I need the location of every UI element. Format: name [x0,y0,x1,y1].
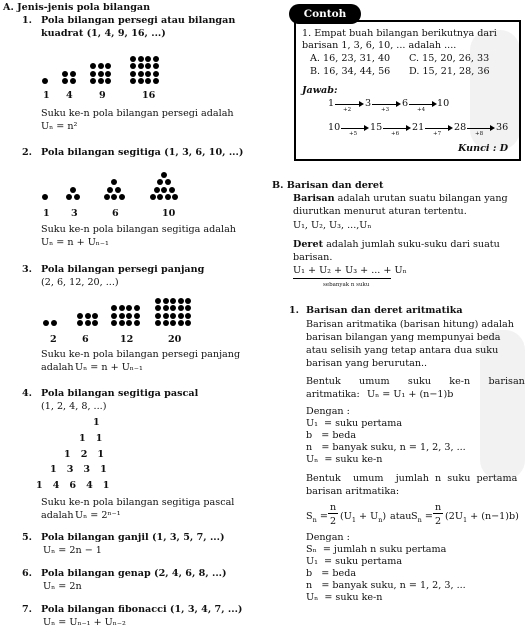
item-number: 5. [22,532,33,543]
deret-sum: U₁ + U₂ + U₃ + ... + Uₙ [293,265,407,276]
pattern-dot [62,78,68,84]
pattern-dot [90,63,96,69]
pattern-dot [111,179,117,185]
example-question-cont: barisan 1, 3, 6, 10, ... adalah .... [302,40,457,51]
pattern-dot [170,298,176,304]
deret-term: Deret [293,239,324,250]
sum-underbrace [293,278,391,279]
pattern-dot [185,320,191,326]
pattern-dot [119,313,125,319]
item-title: Pola bilangan segitiga pascal [41,388,199,399]
deret-text: adalah jumlah suku-suku dari suatu [323,239,500,250]
barisan-term: Barisan [293,193,335,204]
pattern-dot [134,320,140,326]
seq-term: 3 [365,98,372,109]
pattern-dot [145,71,151,77]
step-label: +6 [391,131,400,137]
barisan-definition [293,194,508,204]
pattern-dot [70,71,76,77]
option-c: C. 15, 20, 26, 33 [409,53,490,64]
pattern-dot [130,56,136,62]
item-title-cont: (1, 2, 4, 8, ...) [41,401,107,412]
step-label: +8 [475,131,484,137]
pattern-dot [42,78,48,84]
item-formula: Uₙ = n + Uₙ₋₁ [41,237,109,248]
pattern-dot [43,320,49,326]
example-question: 1. Empat buah bilangan berikutnya dari [302,28,497,39]
pattern-dot [163,313,169,319]
paragraph-line: barisan bilangan yang mempunyai beda [306,332,501,343]
pattern-dot [155,298,161,304]
pattern-label: 3 [71,208,78,219]
pattern-dot [105,78,111,84]
pattern-label: 1 [43,208,50,219]
pattern-dot [138,56,144,62]
pattern-dot [130,78,136,84]
pattern-dot [77,320,83,326]
formula-sn: $S_n$ = n 2 $(U_1 + U_n)$ atau $S_n$ = n 2 $(2U_1 + (n-1)b)$ [306,502,519,527]
pattern-label: 2 [50,334,57,345]
pattern-dot [163,305,169,311]
arrow-head [490,125,495,131]
pattern-dot [145,78,151,84]
pattern-dot [153,78,159,84]
item-title-cont: kuadrat (1, 4, 9, 16, ...) [41,28,166,39]
subsection-number: 1. [289,305,300,316]
pattern-label: 12 [120,334,134,345]
pascal-row: 1 1 [79,433,103,444]
pattern-label: 9 [99,90,106,101]
pattern-dot [119,305,125,311]
item-number: 2. [22,147,33,158]
pattern-dot [107,187,113,193]
seq-term: 21 [412,122,425,133]
item-title: Pola bilangan ganjil (1, 3, 5, 7, ...) [41,532,225,543]
step-label: +5 [349,131,358,137]
item-title-cont: (2, 6, 12, 20, ...) [41,277,119,288]
arrow-head [359,101,364,107]
dengan-line: Dengan : [306,532,350,543]
seq-term: 28 [454,122,467,133]
arrow-head [396,101,401,107]
paragraph-line: aritmatika: [306,389,360,400]
pattern-dot [157,194,163,200]
pattern-dot [105,63,111,69]
pattern-dot [126,320,132,326]
example-tag: Contoh [289,4,361,24]
pattern-dot [98,78,104,84]
pattern-dot [111,320,117,326]
section-b-title: B. Barisan dan deret [272,180,384,191]
pattern-dot [169,187,175,193]
section-a-title: A. Jenis-jenis pola bilangan [3,2,151,13]
item-desc-cont: adalah [41,362,74,373]
pattern-dot [185,298,191,304]
paragraph-line: Barisan aritmatika (barisan hitung) adalah [306,319,514,330]
pattern-dot [66,194,72,200]
item-number: 1. [22,15,33,26]
pattern-dot [138,78,144,84]
pascal-row: 1 2 1 [64,449,105,460]
pattern-dot [111,313,117,319]
answer-label: Jawab: [302,85,338,96]
step-label: +7 [433,131,442,137]
pattern-dot [111,194,117,200]
arrow [383,128,407,129]
subsection-title: Barisan dan deret aritmatika [306,305,463,316]
paragraph-line: Bentuk umum jumlah n suku pertama [306,473,518,484]
pattern-dot [92,313,98,319]
pattern-dot [145,56,151,62]
deret-definition-cont: barisan. [293,252,333,263]
answer-key: Kunci : D [458,143,509,154]
dengan-line: Sₙ = jumlah n suku pertama [306,544,447,555]
seq-term: 10 [328,122,341,133]
pattern-dot [170,305,176,311]
pattern-dot [178,305,184,311]
item-title: Pola bilangan fibonacci (1, 3, 4, 7, ...) [41,604,243,615]
pattern-dot [105,71,111,77]
seq-term: 10 [437,98,450,109]
item-formula: Uₙ = n + Uₙ₋₁ [75,362,143,373]
formula-un: Uₙ = U₁ + (n−1)b [367,389,454,400]
pattern-dot [178,313,184,319]
pattern-label: 6 [112,208,119,219]
pattern-dot [130,71,136,77]
pattern-dot [170,313,176,319]
item-desc-cont: adalah [41,510,74,521]
step-label: +4 [417,107,426,113]
pattern-dot [138,71,144,77]
item-number: 7. [22,604,33,615]
pattern-dot [74,194,80,200]
dengan-line: U₁ = suku pertama [306,556,403,567]
arrow-head [448,125,453,131]
seq-term: 1 [328,98,335,109]
pattern-dot [138,63,144,69]
pattern-dot [119,194,125,200]
pattern-dot [163,320,169,326]
dengan-line: b = beda [306,568,357,579]
pattern-dot [170,320,176,326]
item-title: Pola bilangan persegi atau bilangan [41,15,236,26]
pattern-dot [185,313,191,319]
pattern-dot [154,187,160,193]
item-formula: Uₙ = Uₙ₋₁ + Uₙ₋₂ [43,617,126,628]
sum-underbrace-label: sebanyak n suku [323,282,370,288]
pattern-dot [51,320,57,326]
barisan-definition-cont: diurutkan menurut aturan tertentu. [293,206,467,217]
pattern-dot [165,179,171,185]
pattern-dot [111,305,117,311]
pattern-dot [85,320,91,326]
pattern-dot [98,71,104,77]
arrow [425,128,449,129]
step-label: +2 [343,107,352,113]
item-number: 4. [22,388,33,399]
pattern-dot [178,320,184,326]
item-title: Pola bilangan persegi panjang [41,264,205,275]
pattern-dot [130,63,136,69]
arrow [467,128,491,129]
item-number: 3. [22,264,33,275]
pattern-dot [90,78,96,84]
item-desc: Suku ke-n pola bilangan persegi panjang [41,349,241,360]
item-formula: Uₙ = 2n − 1 [43,545,102,556]
option-a: A. 16, 23, 31, 40 [310,53,391,64]
seq-term: 15 [370,122,383,133]
pattern-label: 6 [82,334,89,345]
pattern-dot [161,172,167,178]
pattern-dot [70,187,76,193]
arrow [335,104,360,105]
pattern-dot [42,194,48,200]
dengan-line: n = banyak suku, n = 1, 2, 3, ... [306,580,466,591]
pattern-dot [70,78,76,84]
step-label: +3 [381,107,390,113]
dengan-line: U₁ = suku pertama [306,418,403,429]
pattern-dot [155,320,161,326]
seq-term: 6 [402,98,409,109]
pattern-dot [134,305,140,311]
pattern-dot [157,179,163,185]
pattern-dot [185,305,191,311]
pattern-dot [153,71,159,77]
pattern-dot [155,305,161,311]
pattern-dot [115,187,121,193]
arrow [409,104,433,105]
option-d: D. 15, 21, 28, 36 [409,66,490,77]
deret-definition [293,240,500,250]
barisan-sequence: U₁, U₂, U₃, ...,Uₙ [293,220,372,231]
pattern-dot [77,313,83,319]
pattern-dot [90,71,96,77]
pattern-dot [145,63,151,69]
pascal-row: 1 [93,417,100,428]
pattern-label: 4 [66,90,73,101]
pattern-label: 10 [162,208,176,219]
pattern-dot [134,313,140,319]
pattern-dot [172,194,178,200]
paragraph-line: Bentuk umum suku ke-n barisan [306,376,525,387]
arrow-head [406,125,411,131]
item-formula: Uₙ = n² [41,121,78,132]
dengan-line: n = banyak suku, n = 1, 2, 3, ... [306,442,466,453]
pattern-label: 16 [142,90,156,101]
pattern-dot [153,56,159,62]
pattern-dot [126,313,132,319]
dengan-line: Uₙ = suku ke-n [306,454,383,465]
pattern-dot [92,320,98,326]
dengan-line: Dengan : [306,406,350,417]
pattern-dot [178,298,184,304]
pascal-row: 1 3 3 1 [50,464,107,475]
dengan-line: Uₙ = suku ke-n [306,592,383,603]
pattern-dot [150,194,156,200]
pattern-dot [85,313,91,319]
pattern-dot [98,63,104,69]
item-number: 6. [22,568,33,579]
item-desc: Suku ke-n pola bilangan segitiga adalah [41,224,236,235]
item-title: Pola bilangan segitiga (1, 3, 6, 10, ...) [41,147,244,158]
dengan-line: b = beda [306,430,357,441]
barisan-text: adalah urutan suatu bilangan yang [334,193,508,204]
pattern-dot [163,298,169,304]
pascal-row: 1 4 6 4 1 [36,480,110,491]
pattern-dot [62,71,68,77]
pattern-dot [104,194,110,200]
pattern-dot [155,313,161,319]
paragraph-line: barisan yang berurutan.. [306,358,428,369]
arrow [341,128,365,129]
arrow-head [364,125,369,131]
item-formula: Uₙ = 2ⁿ⁻¹ [75,510,121,521]
item-title: Pola bilangan genap (2, 4, 6, 8, ...) [41,568,227,579]
atau-text: atau [390,511,412,522]
pattern-dot [165,194,171,200]
paragraph-line: atau selisih yang tetap antara dua suku [306,345,499,356]
arrow [372,104,397,105]
seq-term: 36 [496,122,509,133]
item-desc: Suku ke-n pola bilangan persegi adalah [41,108,234,119]
item-desc: Suku ke-n pola bilangan segitiga pascal [41,497,235,508]
pattern-dot [161,187,167,193]
pattern-dot [119,320,125,326]
item-formula: Uₙ = 2n [43,581,82,592]
pattern-label: 20 [168,334,182,345]
pattern-dot [153,63,159,69]
pattern-label: 1 [43,90,50,101]
paragraph-line: barisan aritmatika: [306,486,400,497]
option-b: B. 16, 34, 44, 56 [310,66,391,77]
pattern-dot [126,305,132,311]
